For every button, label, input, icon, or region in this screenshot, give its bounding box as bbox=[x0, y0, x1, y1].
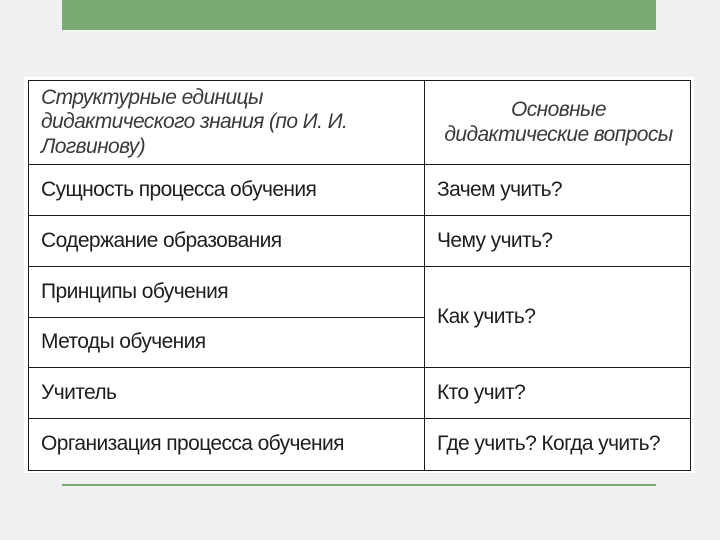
title-bar bbox=[62, 0, 656, 30]
bottom-divider bbox=[62, 484, 656, 486]
unit-cell: Сущность процесса обучения bbox=[29, 165, 425, 216]
question-cell: Где учить? Когда учить? bbox=[425, 419, 691, 471]
header-didactic-questions: Основные дидактические вопросы bbox=[425, 81, 691, 165]
unit-cell: Принципы обучения bbox=[29, 267, 425, 318]
question-cell: Как учить? bbox=[425, 267, 691, 368]
table-row bbox=[29, 216, 691, 267]
question-cell: Чему учить? bbox=[425, 216, 691, 267]
unit-cell: Методы обучения bbox=[29, 318, 425, 368]
didactic-table bbox=[28, 80, 691, 471]
header-structural-units: Структурные единицы дидактического знания (по И. И. Логвинову) bbox=[29, 81, 425, 165]
table-header-row bbox=[29, 81, 691, 165]
question-cell: Зачем учить? bbox=[425, 165, 691, 216]
unit-cell: Учитель bbox=[29, 368, 425, 419]
table-row bbox=[29, 419, 691, 471]
table-row bbox=[29, 267, 691, 318]
table-row bbox=[29, 368, 691, 419]
question-cell: Кто учит? bbox=[425, 368, 691, 419]
unit-cell: Содержание образования bbox=[29, 216, 425, 267]
unit-cell: Организация процесса обучения bbox=[29, 419, 425, 471]
table-row bbox=[29, 165, 691, 216]
